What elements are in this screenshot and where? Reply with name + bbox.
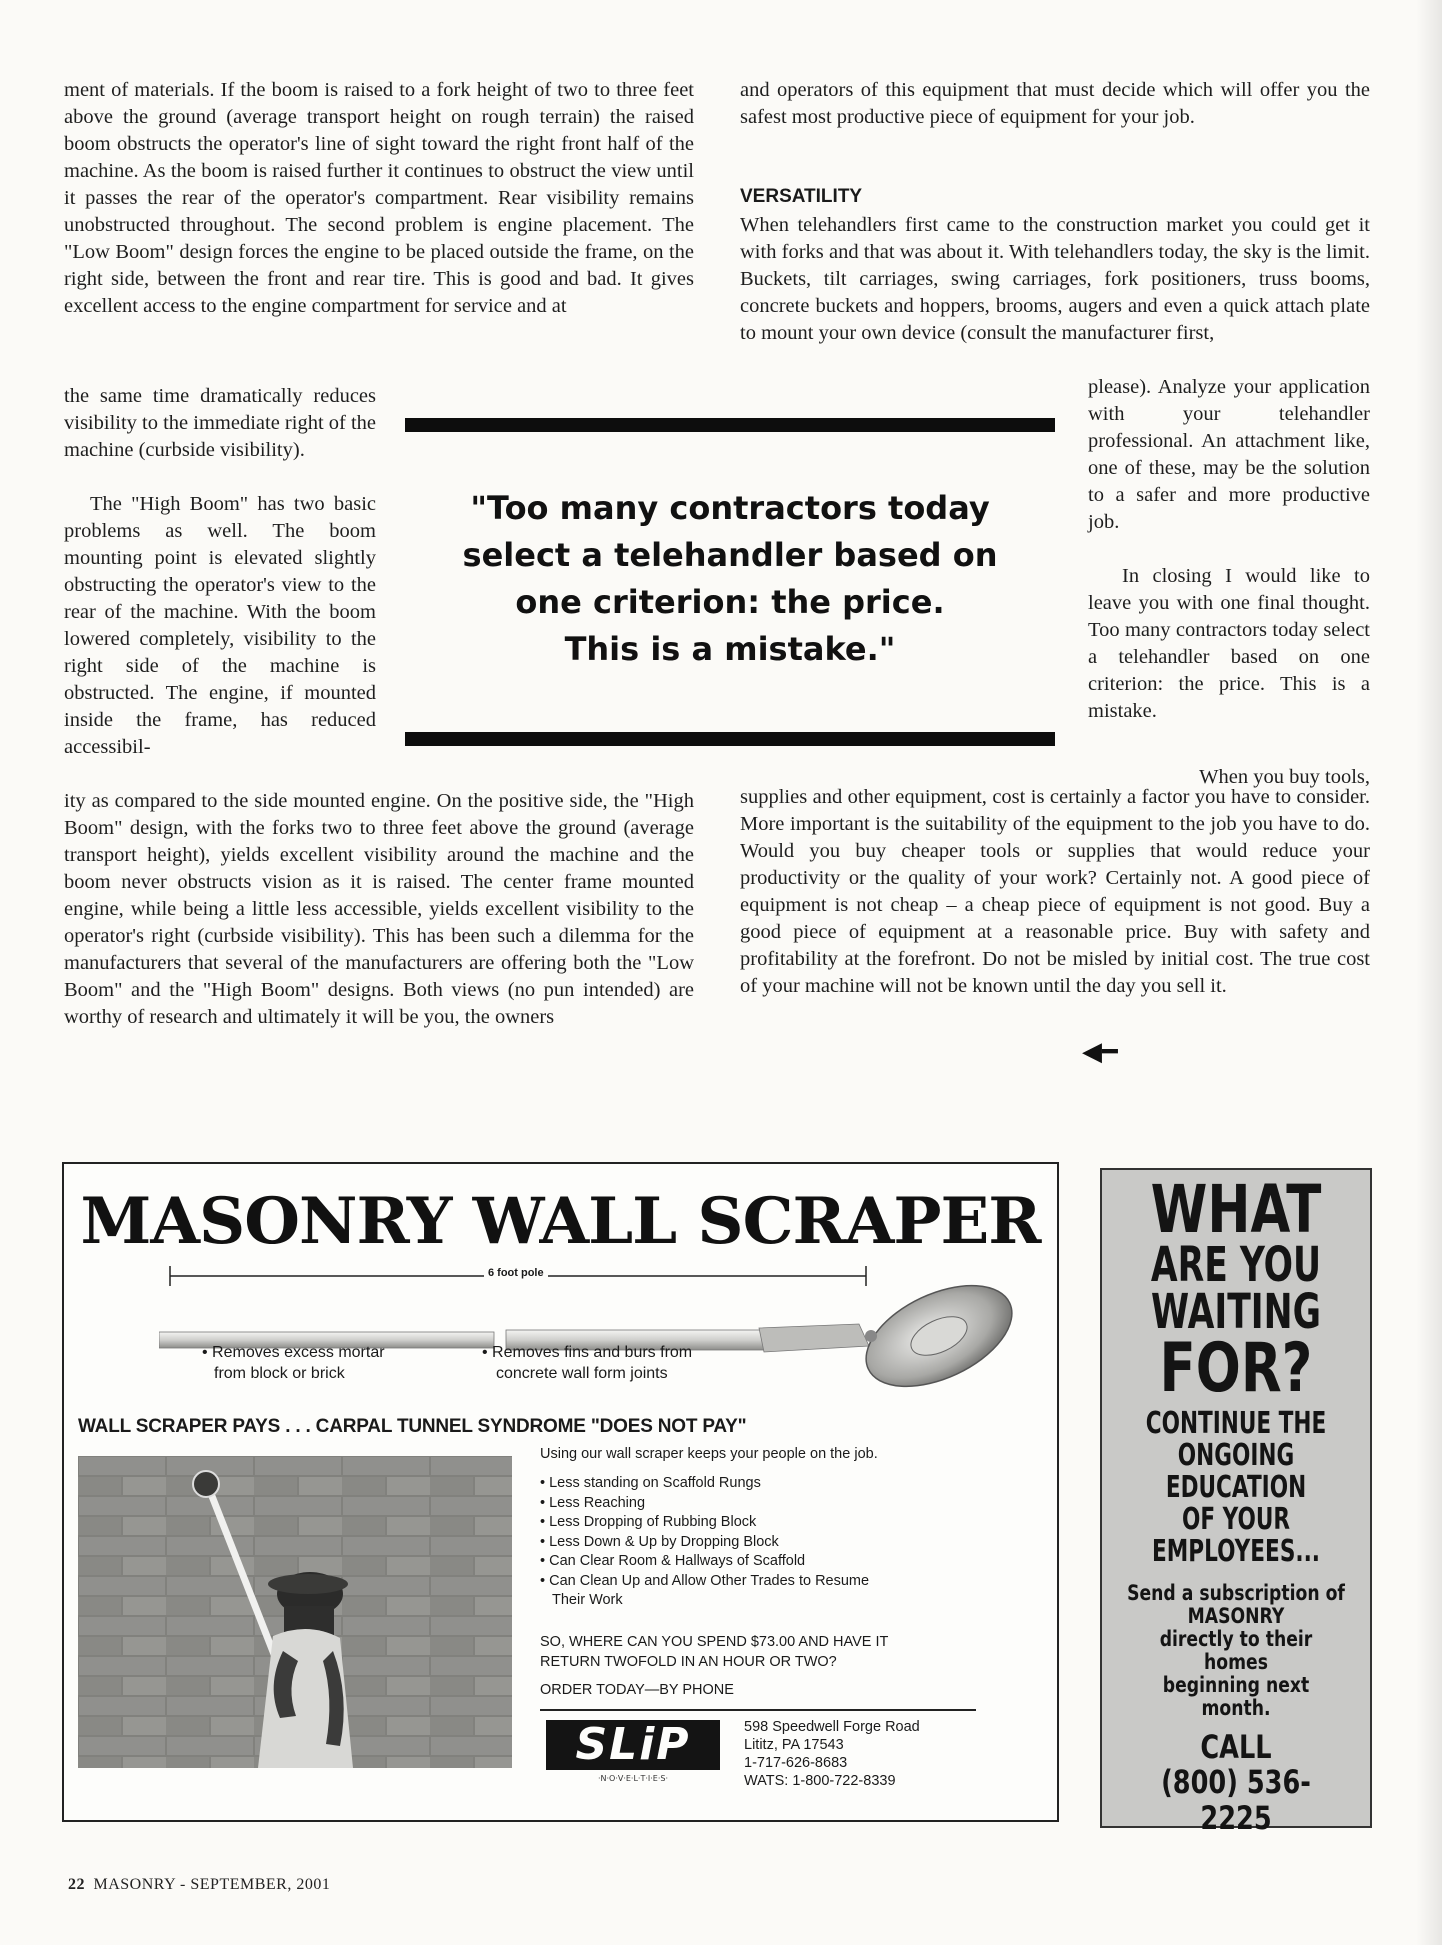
pull-quote-bottom-rule xyxy=(405,732,1055,746)
article-right-bottom: supplies and other equipment, cost is certainly a factor you have to consider. More important is the suitability of the equipment to the job you have to do. Would you buy cheaper tools or supplies that would reduce your productivity or the quality of your work? Certainly not. A good piece of equipment is not cheap – a cheap piece of equipment is not good. Buy a good piece of equipment at a reasonable price. Buy with safety and profitability at the forefront. Do not be misled by initial cost. The true cost of your machine will not be known until the day you sell it. xyxy=(740,786,1370,997)
pull-quote-line: This is a mistake." xyxy=(564,630,896,668)
feature-line: • Removes fins and burs from xyxy=(482,1344,693,1361)
article-left-narrow-2: The "High Boom" has two basic problems as well. The boom mounting point is elevated slightly obstructing the operator's view to the rear of the machine. With the boom lowered completely, visibility to the right side of the machine is obstructed. The engine, if mounted inside the frame, has reduced accessibil- xyxy=(64,493,376,758)
send-line: directly to their homes xyxy=(1159,1627,1313,1674)
continue-line: CONTINUE THE xyxy=(1145,1406,1327,1441)
page-number: 22 xyxy=(68,1876,85,1893)
pull-quote-line: one criterion: the price. xyxy=(515,583,945,621)
feature-line: • Removes excess mortar xyxy=(202,1344,385,1361)
continue-line: EMPLOYEES... xyxy=(1151,1534,1320,1569)
page-footer xyxy=(68,1876,330,1894)
send-line: beginning next month. xyxy=(1162,1673,1310,1720)
pull-quote-line: select a telehandler based on xyxy=(462,536,998,574)
company-address xyxy=(744,1718,920,1790)
subscription-advertisement xyxy=(1100,1168,1372,1837)
pull-quote-top-rule xyxy=(405,418,1055,432)
offer-line: RETURN TWOFOLD IN AN HOUR OR TWO? xyxy=(540,1654,837,1670)
slip-logo xyxy=(546,1720,720,1790)
send-line: Send a subscription of xyxy=(1127,1581,1345,1605)
ad2-for: FOR? xyxy=(1159,1329,1313,1408)
benefit-item: • Can Clear Room & Hallways of Scaffold xyxy=(540,1553,806,1569)
article-left-bottom: ity as compared to the side mounted engine. On the positive side, the "High Boom" design, with the forks two to three feet above the ground (average transport height), yields excellent visibility around the machine and the boom never obstructs vision as it is raised. The center frame mounted engine, while being a little less accessible, yields excellent visibility to the operator's right (curbside visibility). This has been such a dilemma for the manufacturers that several of the manufacturers are offering both the "Low Boom" and the "High Boom" designs. Both views (no pun intended) are worthy of research and ultimately it will be you, the owners xyxy=(64,790,694,1028)
ad2-phone: (800) 536-2225 xyxy=(1161,1763,1311,1837)
address-line: Lititz, PA 17543 xyxy=(744,1737,844,1753)
benefit-list xyxy=(540,1474,869,1611)
article-right-narrow-1: please). Analyze your application with your telehandler professional. An attachment like, one of these, may be the solution to a safer and more productive job. xyxy=(1088,376,1370,533)
ad-tagline: WALL SCRAPER PAYS . . . CARPAL TUNNEL SYNDROME "DOES NOT PAY" xyxy=(78,1416,747,1437)
article-right-top: and operators of this equipment that must decide which will offer you the safest most productive piece of equipment for your job. xyxy=(740,79,1370,128)
pull-quote-line: "Too many contractors today xyxy=(470,489,990,527)
benefit-item: Their Work xyxy=(552,1592,623,1608)
feature-line: from block or brick xyxy=(214,1365,345,1382)
pull-quote xyxy=(420,485,1040,673)
feature-fins xyxy=(482,1342,692,1384)
ad2-call: CALL xyxy=(1200,1728,1272,1766)
ad2-waiting: WAITING xyxy=(1151,1284,1321,1340)
page-edge-shadow xyxy=(1416,0,1442,1945)
ad2-send xyxy=(1102,1582,1370,1720)
article-left-narrow-1: the same time dramatically reduces visibility to the immediate right of the machine (curbside visibility). xyxy=(64,385,377,461)
ad2-continue xyxy=(1102,1408,1370,1568)
address-line: 1-717-626-8683 xyxy=(744,1755,848,1771)
address-line: 598 Speedwell Forge Road xyxy=(744,1719,920,1735)
ad-title: MASONRY WALL SCRAPER xyxy=(80,1184,1041,1259)
article-right-narrow-3: When you buy tools, xyxy=(1199,766,1370,788)
continue-line: ONGOING xyxy=(1177,1438,1295,1473)
feature-mortar xyxy=(202,1342,385,1384)
article-right-narrow-2: In closing I would like to leave you with one final thought. Too many contractors today select a telehandler based on one criterion: the price. This is a mistake. xyxy=(1088,565,1370,722)
ad-order: ORDER TODAY—BY PHONE xyxy=(540,1682,734,1698)
ad2-are-you: ARE YOU xyxy=(1150,1237,1322,1293)
benefit-item: • Less Down & Up by Dropping Block xyxy=(540,1533,779,1550)
logo-subtitle: ·N·O·V·E·L·T·I·E·S· xyxy=(597,1774,669,1783)
pole-length-label: 6 foot pole xyxy=(484,1267,548,1279)
ad2-what: WHAT xyxy=(1150,1171,1322,1248)
worker-photo xyxy=(78,1456,512,1768)
benefit-item: • Less standing on Scaffold Rungs xyxy=(540,1475,761,1491)
wall-scraper-advertisement xyxy=(62,1162,1059,1822)
benefit-item: • Less Reaching xyxy=(540,1494,646,1511)
footer-publication: MASONRY - SEPTEMBER, 2001 xyxy=(93,1876,331,1893)
continue-line: EDUCATION xyxy=(1165,1470,1307,1505)
benefit-item: • Can Clean Up and Allow Other Trades to Resume xyxy=(540,1572,870,1589)
article-right-versatility: When telehandlers first came to the construction market you could get it with forks and that was about it. With telehandlers today, the sky is the limit. Buckets, tilt carriages, swing carriages, fork positioners, truss booms, concrete buckets and hoppers, brooms, augers and even a quick attach plate to mount your own device (consult the manufacturer first, xyxy=(740,214,1370,344)
offer-line: SO, WHERE CAN YOU SPEND $73.00 AND HAVE IT xyxy=(540,1634,889,1650)
logo-wordmark: SLiP xyxy=(546,1720,720,1770)
send-line: MASONRY xyxy=(1187,1604,1285,1628)
feature-line: concrete wall form joints xyxy=(496,1365,668,1382)
divider xyxy=(540,1709,976,1711)
continue-line: OF YOUR xyxy=(1181,1502,1291,1537)
section-heading-versatility: VERSATILITY xyxy=(740,186,863,207)
ad-offer xyxy=(540,1632,888,1672)
ad-intro: Using our wall scraper keeps your people on the job. xyxy=(540,1446,878,1462)
benefit-item: • Less Dropping of Rubbing Block xyxy=(540,1514,757,1530)
end-mark-icon: ◀━ xyxy=(1082,1037,1118,1067)
address-line: WATS: 1-800-722-8339 xyxy=(744,1773,896,1789)
article-left-top: ment of materials. If the boom is raised to a fork height of two to three feet above the ground (average transport height on rough terrain) the raised boom obstructs the operator's line of sight toward the right front half of the machine. As the boom is raised further it continues to obstruct the view until it passes the rear of the operator's compartment. Rear visibility remains unobstructed throughout. The second problem is engine placement. The "Low Boom" design forces the engine to be placed outside the frame, on the right side, between the front and rear tire. This is good and bad. It gives excellent access to the engine compartment for service and at xyxy=(64,79,694,317)
